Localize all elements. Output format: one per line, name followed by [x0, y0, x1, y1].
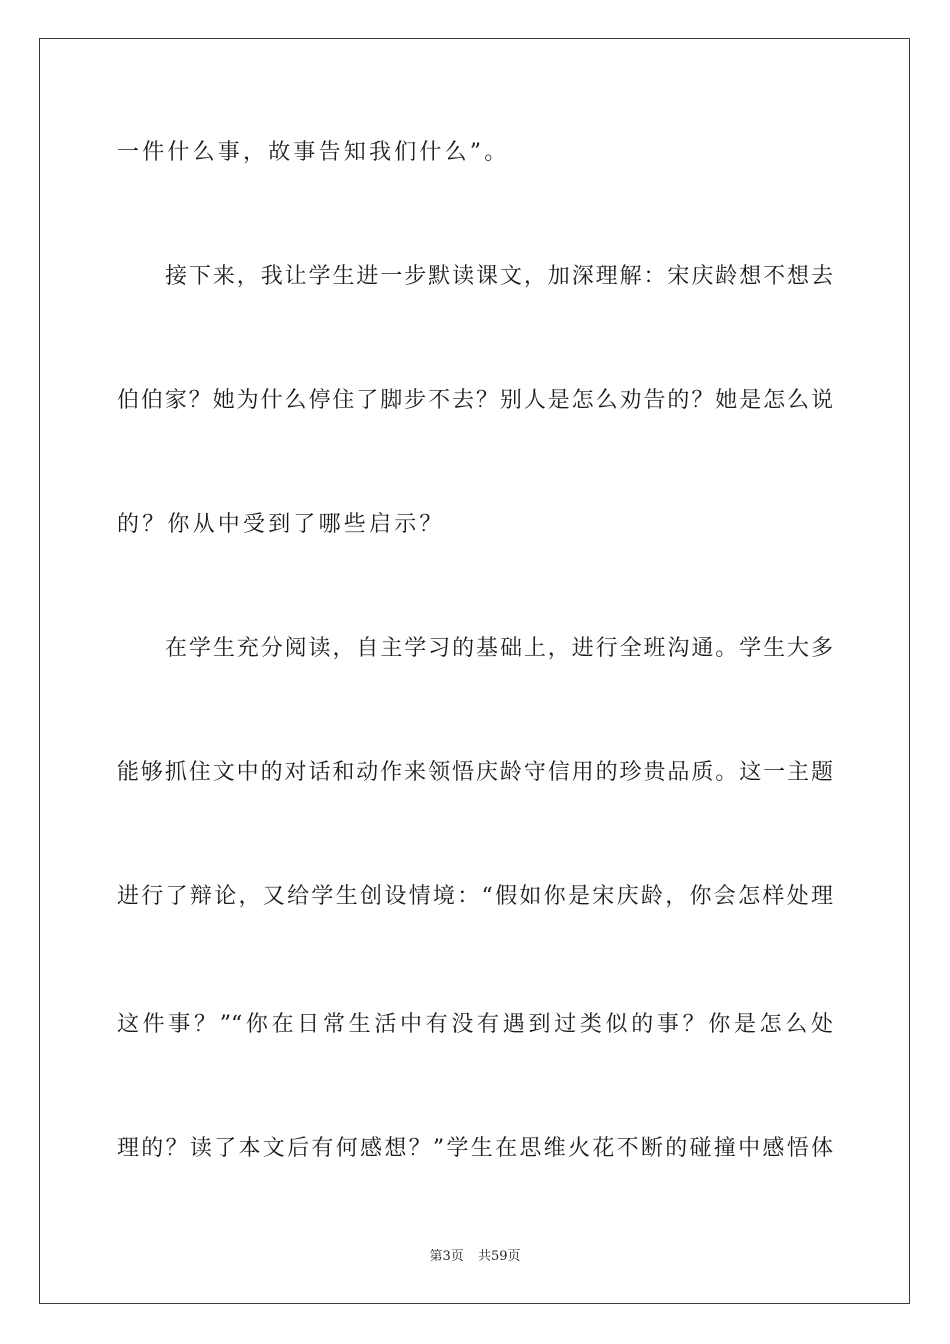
text-line-7: 进行了辩论，又给学生创设情境：“假如你是宋庆龄，你会怎样处理: [117, 884, 833, 909]
text-line-6: 能够抓住文中的对话和动作来领悟庆龄守信用的珍贵品质。这一主题: [117, 760, 833, 785]
text-line-4: 的？你从中受到了哪些启示？: [117, 512, 445, 537]
text-line-9: 理的？读了本文后有何感想？”学生在思维火花不断的碰撞中感悟体: [117, 1136, 833, 1161]
text-line-3: 伯伯家？她为什么停住了脚步不去？别人是怎么劝告的？她是怎么说: [117, 388, 833, 413]
text-line-5: 在学生充分阅读，自主学习的基础上，进行全班沟通。学生大多: [165, 636, 833, 661]
text-line-2: 接下来，我让学生进一步默读课文，加深理解：宋庆龄想不想去: [165, 264, 833, 289]
page-number-total: 共59页: [477, 1249, 521, 1264]
text-line-8: 这件事？”“你在日常生活中有没有遇到过类似的事？你是怎么处: [117, 1012, 833, 1037]
text-line-1: 一件什么事，故事告知我们什么”。: [117, 140, 510, 165]
page-border: [39, 38, 910, 1304]
page-number-current: 第3页: [429, 1249, 464, 1264]
page-footer: [0, 1248, 950, 1266]
